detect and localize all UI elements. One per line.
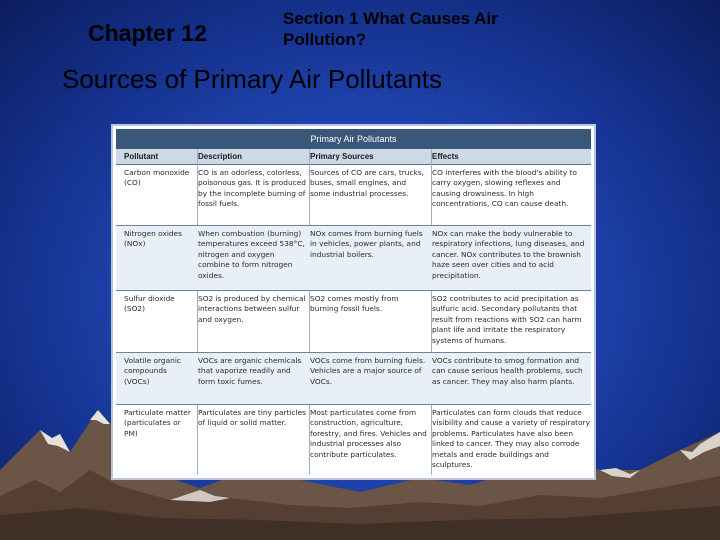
cell-description: When combustion (burning) temperatures exceed 538°C, nitrogen and oxygen combine to form nitrogen oxides. — [198, 229, 305, 280]
cell-description: CO is an odorless, colorless, poisonous gas. It is produced by the incomplete burning of fossil fuels. — [198, 168, 306, 209]
cell-sources: NOx comes from burning fuels in vehicles, power plants, and industrial boilers. — [310, 229, 423, 259]
table-row — [116, 291, 591, 353]
cell-description: VOCs are organic chemicals that vaporize readily and form toxic fumes. — [198, 356, 302, 386]
cell-effects: SO2 contributes to acid precipitation as sulfuric acid. Secondary pollutants that result from reactions with SO2 can harm plant life and irritate the respiratory systems of humans. — [432, 294, 582, 345]
cell-effects: VOCs contribute to smog formation and can cause serious health problems, such as cancer. They may also harm plants. — [432, 356, 583, 386]
cell-pollutant: Particulate matter (particulates or PM) — [124, 408, 191, 438]
pollutants-table — [111, 124, 596, 480]
cell-pollutant: Sulfur dioxide (SO2) — [124, 294, 175, 314]
cell-description: Particulates are tiny particles of liquid or solid matter. — [198, 408, 307, 428]
header-description: Description — [198, 152, 243, 161]
cell-sources: VOCs come from burning fuels. Vehicles are a major source of VOCs. — [310, 356, 426, 386]
cell-pollutant: Carbon monoxide (CO) — [124, 168, 190, 188]
cell-pollutant: Nitrogen oxides (NOx) — [124, 229, 182, 249]
table-row — [116, 405, 591, 475]
table-header-row — [116, 149, 591, 165]
cell-sources: SO2 comes mostly from burning fossil fuels. — [310, 294, 399, 314]
header-primary-sources: Primary Sources — [310, 152, 374, 161]
table-row — [116, 165, 591, 226]
chapter-label: Chapter 12 — [88, 20, 207, 46]
header-pollutant: Pollutant — [124, 152, 159, 161]
cell-effects: CO interferes with the blood's ability to carry oxygen, slowing reflexes and causing drowsiness. In high concentrations, CO can cause death. — [432, 168, 577, 209]
slide-heading: Sources of Primary Air Pollutants — [62, 64, 443, 94]
cell-description: SO2 is produced by chemical interactions between sulfur and oxygen. — [198, 294, 306, 324]
cell-sources: Most particulates come from construction, agriculture, forestry, and fires. Vehicles and industrial processes also contribute particulates. — [310, 408, 427, 459]
cell-pollutant: Volatile organic compounds (VOCs) — [124, 356, 181, 386]
table-title: Primary Air Pollutants — [116, 129, 591, 149]
cell-effects: Particulates can form clouds that reduce visibility and cause a variety of respiratory problems. Particulates have also been linked to cancer. They may also corrode metals and erode buildings and sculptures. — [432, 408, 591, 470]
table-row — [116, 353, 591, 405]
section-title: Section 1 What Causes Air Pollution? — [283, 9, 498, 49]
header-effects: Effects — [432, 152, 459, 161]
table-row — [116, 226, 591, 291]
cell-sources: Sources of CO are cars, trucks, buses, small engines, and some industrial processes. — [310, 168, 425, 198]
cell-effects: NOx can make the body vulnerable to respiratory infections, lung diseases, and cancer. NOx contributes to the brownish haze seen over cities and to acid precipitation. — [432, 229, 585, 280]
